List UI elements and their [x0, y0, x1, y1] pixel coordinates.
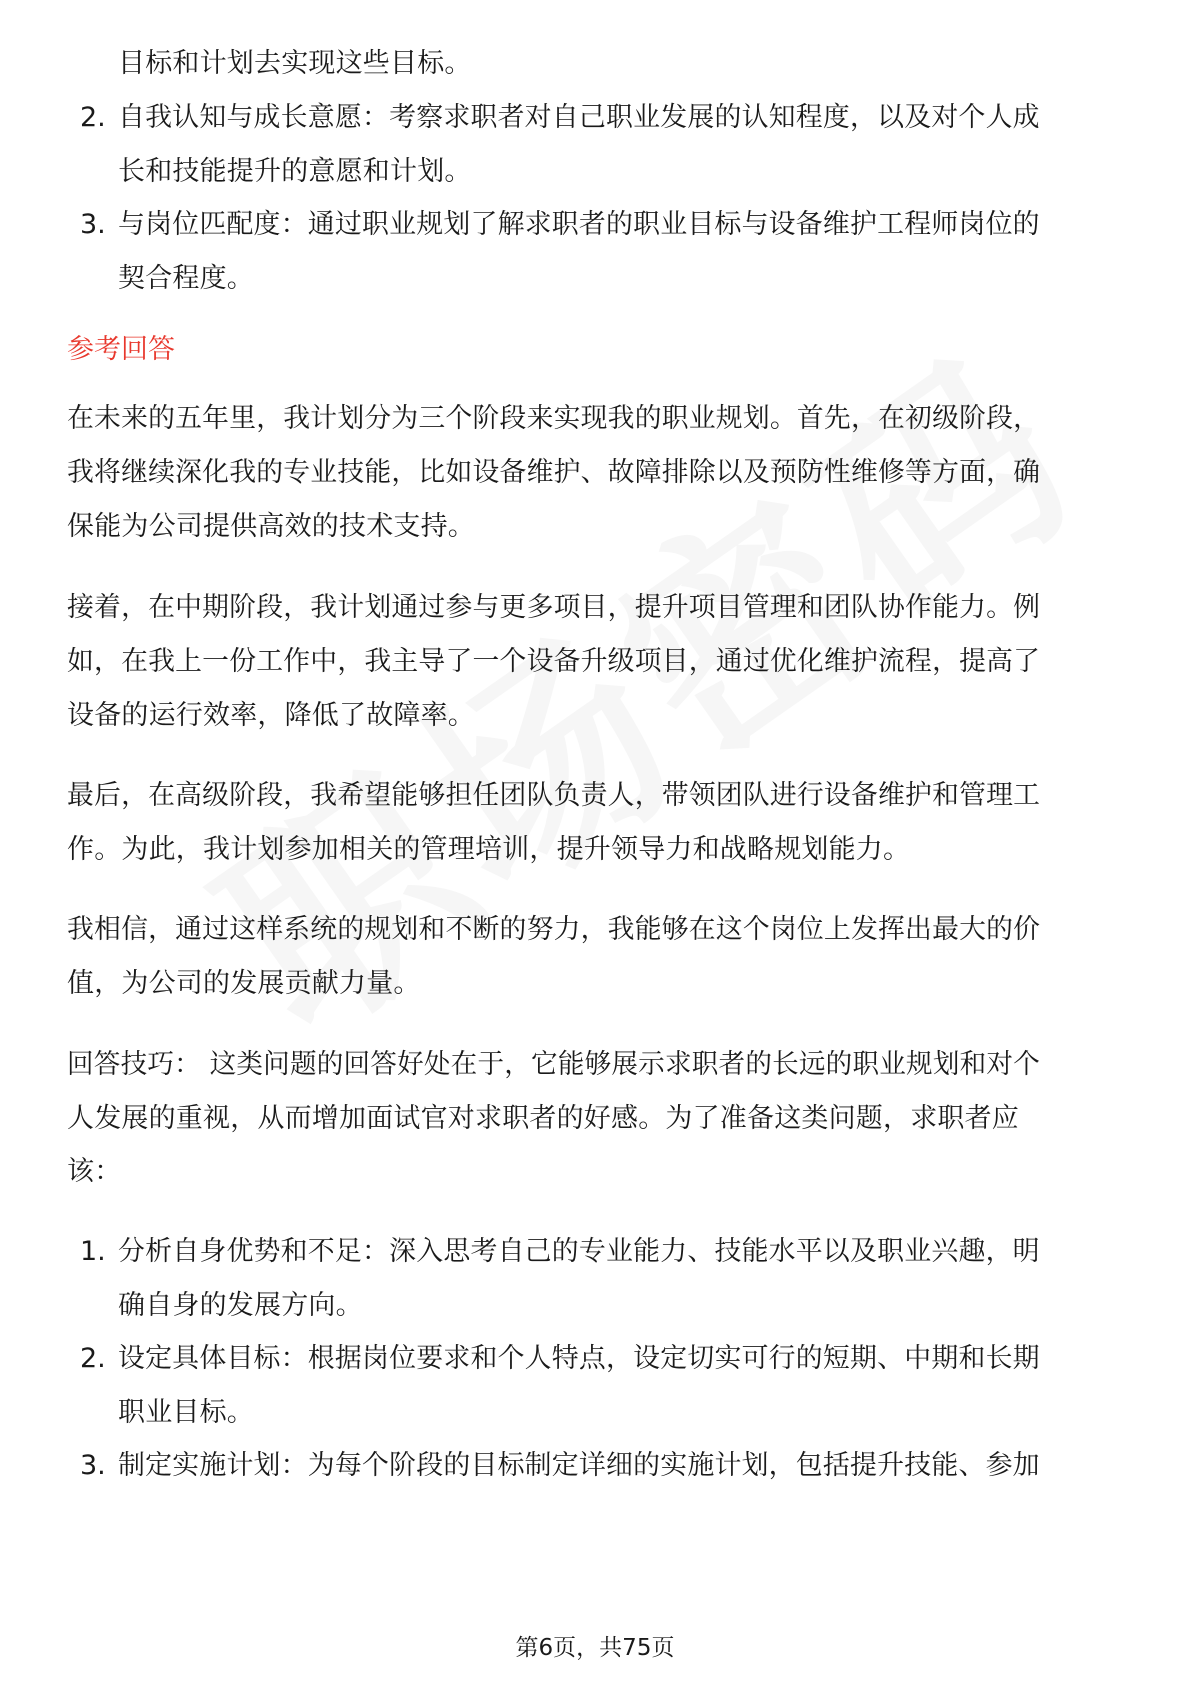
paragraph-5-line2: 人发展的重视，从而增加面试官对求职者的好感。为了准备这类问题，求职者应: [67, 1103, 1019, 1134]
list-number: 1.: [80, 1236, 106, 1267]
tip-item-1-line1: 分析自身优势和不足：深入思考自己的专业能力、技能水平以及职业兴趣，明: [118, 1236, 1040, 1267]
list-number: 2.: [80, 102, 106, 133]
paragraph-3-line2: 作。为此，我计划参加相关的管理培训，提升领导力和战略规划能力。: [67, 834, 911, 865]
paragraph-3-line1: 最后，在高级阶段，我希望能够担任团队负责人，带领团队进行设备维护和管理工: [67, 780, 1041, 811]
paragraph-1-line2: 我将继续深化我的专业技能，比如设备维护、故障排除以及预防性维修等方面，确: [67, 457, 1041, 488]
paragraph-5-line3: 该：: [67, 1156, 122, 1187]
paragraph-5-line1: 回答技巧： 这类问题的回答好处在于，它能够展示求职者的长远的职业规划和对个: [67, 1049, 1040, 1080]
paragraph-1-line3: 保能为公司提供高效的技术支持。: [67, 511, 475, 542]
tip-item-3-line1: 制定实施计划：为每个阶段的目标制定详细的实施计划，包括提升技能、参加: [118, 1450, 1040, 1481]
paragraph-2-line1: 接着，在中期阶段，我计划通过参与更多项目，提升项目管理和团队协作能力。例: [67, 592, 1041, 623]
tip-item-2-line1: 设定具体目标：根据岗位要求和个人特点，设定切实可行的短期、中期和长期: [118, 1343, 1040, 1374]
list-number: 3.: [80, 1450, 106, 1481]
paragraph-2-line2: 如，在我上一份工作中，我主导了一个设备升级项目，通过优化维护流程，提高了: [67, 646, 1041, 677]
list-item-2-line1: 自我认知与成长意愿：考察求职者对自己职业发展的认知程度，以及对个人成: [118, 102, 1040, 133]
list-number: 3.: [80, 209, 106, 240]
paragraph-4-line2: 值，为公司的发展贡献力量。: [67, 968, 421, 999]
tip-item-1-line2: 确自身的发展方向。: [118, 1290, 363, 1321]
tip-item-2-line2: 职业目标。: [118, 1397, 254, 1428]
page-footer: 第6页，共75页: [515, 1635, 675, 1661]
paragraph-4-line1: 我相信，通过这样系统的规划和不断的努力，我能够在这个岗位上发挥出最大的价: [67, 914, 1041, 945]
list-item-2-line2: 长和技能提升的意愿和计划。: [118, 156, 472, 187]
paragraph-1-line1: 在未来的五年里，我计划分为三个阶段来实现我的职业规划。首先，在初级阶段，: [67, 403, 1041, 434]
list-number: 2.: [80, 1343, 106, 1374]
paragraph-2-line3: 设备的运行效率，降低了故障率。: [67, 700, 475, 731]
section-heading: 参考回答: [67, 334, 175, 365]
list-item-3-line1: 与岗位匹配度：通过职业规划了解求职者的职业目标与设备维护工程师岗位的: [118, 209, 1040, 240]
list-item-3-line2: 契合程度。: [118, 263, 254, 294]
list-item-1-continuation: 目标和计划去实现这些目标。: [118, 48, 472, 79]
